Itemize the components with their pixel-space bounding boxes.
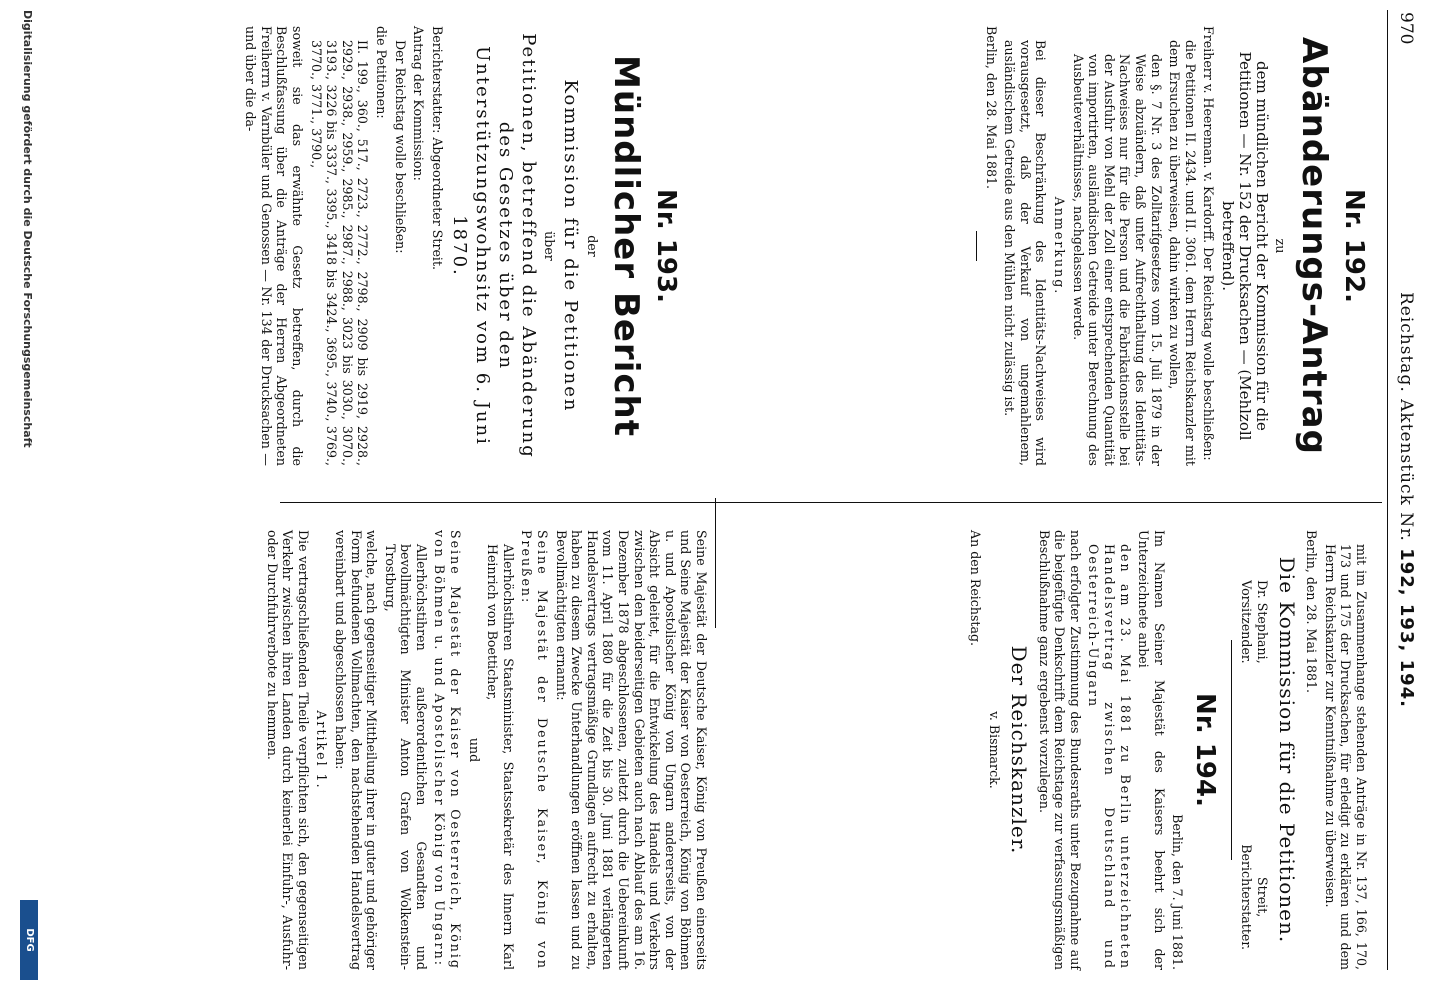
paragraph: den §. 7 Nr. 3 des Zolltarifgesetzes vom 15. Juli 1879 in der Weise abzuändern, daß unter Aufrechthaltung des Identitäts-Nachweises nur für die Person und die Fabrikationsstelle bei der Ausfuhr von Mehl der Zoll einer entsprechenden Quantität von importirten, ausländischen Getreide unter Berechnung des Ausbeuteverhältnisses, nachgelassen werde. bbox=[1070, 54, 1164, 466]
petitions-label: die Petitionen: bbox=[374, 26, 390, 119]
signatures bbox=[1238, 580, 1269, 950]
doc-192 bbox=[970, 26, 1380, 466]
treaty-text bbox=[261, 530, 712, 970]
motion-title: Antrag der Kommission: bbox=[411, 26, 427, 181]
paragraph: den am 23. Mai 1881 zu Berlin unterzeichneten Handelsvertrag zwischen Deutschland und Oesterreich-Ungarn bbox=[1086, 544, 1133, 970]
small-rule bbox=[976, 231, 977, 261]
digitization-sidebar bbox=[2, 0, 42, 1000]
chancellor-name: v. Bismarck. bbox=[987, 711, 1003, 789]
doc-heading: Mündlicher Bericht bbox=[606, 55, 646, 437]
signature-chair bbox=[1238, 580, 1269, 664]
section-separator bbox=[715, 498, 716, 628]
doc-subtitle: Petitionen, betreffend die Abänderung des Gesetzes über den Unterstützungswohnsitz vom 6. Juni 1870. bbox=[448, 33, 539, 459]
paragraph: soweit sie das erwähnte Gesetz betreffen, durch die Beschlußfassung über die Anträge der Herren Abgeordneten Freiherrn v. Varnbüler und Genossen — Nr. 134 der Drucksachen — und über die da- bbox=[243, 26, 306, 466]
doc-192-end-and-194 bbox=[965, 530, 1372, 970]
chancellor-title: Der Reichskanzler. bbox=[1007, 645, 1032, 855]
header-rule bbox=[1387, 10, 1388, 970]
paragraph: Seine Majestät der Deutsche Kaiser, König von Preußen einerseits und Seine Majestät der Kaiser von Oesterreich, König von Böhmen u. und Apostolischer König von Ungarn andererseits, von der Absicht geleitet, für die Entwickelung des Handels und Verkehrs zwischen den beiderseitigen Gebieten auch nach Ablauf des am 16. Dezember 1878 abgeschlossenen, zuletzt durch die Uebereinkunft vom 11. April 1880 für die Zeit bis 30. Juni 1881 verlängerten Handelsvertrags vertragsmäßige Grundlagen aufrecht zu erhalten, haben zu diesem Zwecke Unterhandlungen eröffnen lassen und zu Bevollmächtigten ernannt: bbox=[553, 530, 709, 970]
plenipotentiary-1: Allerhöchstihren Staatsminister, Staatssekretär des Innern Karl Heinrich von Boetticher, bbox=[485, 544, 516, 970]
addressee: An den Reichstag. bbox=[968, 530, 984, 647]
running-header-text: Reichstag. Aktenstück Nr. bbox=[1396, 291, 1416, 542]
signer-role: Berichterstatter. bbox=[1239, 844, 1255, 950]
commission-title: Kommission für die Petitionen bbox=[560, 79, 582, 413]
digitization-note: Digitalisierung gefördert durch die Deutsche Forschungsgemeinschaft bbox=[21, 10, 34, 448]
commission-title: Die Kommission für die Petitionen. bbox=[1274, 556, 1299, 944]
doc-193 bbox=[240, 26, 692, 466]
party-2: Seine Majestät der Kaiser von Oesterreich, König von Böhmen u. und Apostolischer König von Ungarn: bbox=[432, 530, 464, 970]
ueber-label: über bbox=[542, 231, 558, 261]
party-1: Seine Majestät der Deutsche Kaiser, König von Preußen: bbox=[519, 530, 551, 970]
running-header-numbers: 192, 193, 194. bbox=[1396, 548, 1417, 709]
place-date: Berlin, den 7. Juni 1881. bbox=[1170, 814, 1186, 970]
note-text: Bei dieser Beschränkung des Identitäts-Nachweises wird vorausgesetzt, daß der Verkauf von ungemahlenem, ausländischem Getreide aus den Mühlen nicht zulässig ist. bbox=[1002, 40, 1049, 466]
column-separator bbox=[280, 502, 1382, 503]
signer-name: Streit, bbox=[1254, 877, 1270, 918]
article-title: Artikel 1. bbox=[314, 710, 330, 790]
doc-heading: Abänderungs-Antrag bbox=[1294, 37, 1334, 455]
zu-label: zu bbox=[1273, 238, 1288, 254]
und-label: und bbox=[466, 737, 482, 763]
motion-intro: Der Reichstag wolle beschließen: bbox=[392, 40, 408, 254]
plenipotentiary-2: Allerhöchstihren außerordentlichen Gesandten und bevollmächtigten Minister Anton Grafen von Wolkenstein-Trostburg, bbox=[382, 544, 429, 970]
paragraph: die Petitionen II. 2434. und II. 3061. dem Herrn Reichskanzler mit dem Ersuchen zu überweisen, dahin wirken zu wollen, bbox=[1167, 40, 1198, 466]
divider-rule bbox=[1231, 640, 1232, 860]
petition-list: II. 199., 360., 517., 2723., 2772., 2798., 2909 bis 2919, 2928., 2929., 2938., 2959., 2985., 2987., 2988., 3023 bis 3030., 3070., 3193., 3226 bis 3337., 3395., 3418 bis 3424., 3695., 3740., 3769., 3770., 3771., 3790., bbox=[308, 40, 371, 466]
page-number: 970 bbox=[1396, 12, 1416, 45]
signer-role: Vorsitzender. bbox=[1239, 580, 1255, 664]
doc-subtitle: dem mündlichen Bericht der Kommission für die Petitionen — Nr. 152 der Drucksachen — (Mehlzoll betreffend). bbox=[1219, 51, 1272, 441]
paragraph: mit im Zusammenhange stehenden Anträge in Nr. 137, 166, 170, 173 und 175 der Drucksachen, für erledigt zu erklären und dem Herrn Reichskanzler zur Kenntnißnahme zu überweisen. bbox=[1322, 544, 1369, 970]
doc-number: Nr. 194. bbox=[1190, 693, 1221, 807]
der-label: der bbox=[585, 235, 600, 257]
dfg-logo: DFG bbox=[20, 900, 38, 980]
reporter: Berichterstatter: Abgeordneter Streit. bbox=[429, 26, 445, 271]
running-header bbox=[1388, 0, 1424, 1000]
date-line: Berlin, den 28. Mai 1881. bbox=[983, 26, 999, 190]
signature-reporter bbox=[1238, 844, 1269, 950]
signer-name: Dr. Stephani, bbox=[1254, 580, 1270, 664]
paragraph: welche, nach gegenseitiger Mittheilung ihrer in guter und gehöriger Form befundenen Vollmachten, den nachstehenden Handelsvertrag vereinbart und abgeschlossen haben: bbox=[332, 530, 380, 970]
doc-number: Nr. 192. bbox=[1339, 189, 1369, 303]
movers: Freiherr v. Heereman. v. Kardorff. Der Reichstag wolle beschließen: bbox=[1201, 26, 1217, 461]
date-line: Berlin, den 28. Mai 1881. bbox=[1304, 530, 1320, 694]
paragraph: Die vertragschließenden Theile verpflichten sich, den gegenseitigen Verkehr zwischen ihren Landen durch keinerlei Einfuhr-, Ausfuhr- oder Durchfuhrverbote zu hemmen. bbox=[264, 530, 311, 970]
note-title: Anmerkung. bbox=[1052, 196, 1068, 296]
paragraph: nach erfolgter Zustimmung des Bundesraths unter Bezugnahme auf die beigefügte Denkschrift dem Reichstage zur verfassungsmäßigen Beschlußnahme ganz ergebenst vorzulegen. bbox=[1036, 530, 1083, 970]
doc-number: Nr. 193. bbox=[651, 189, 681, 303]
paragraph: Im Namen Seiner Majestät des Kaisers beehrt sich der Unterzeichnete anbei bbox=[1136, 530, 1167, 970]
